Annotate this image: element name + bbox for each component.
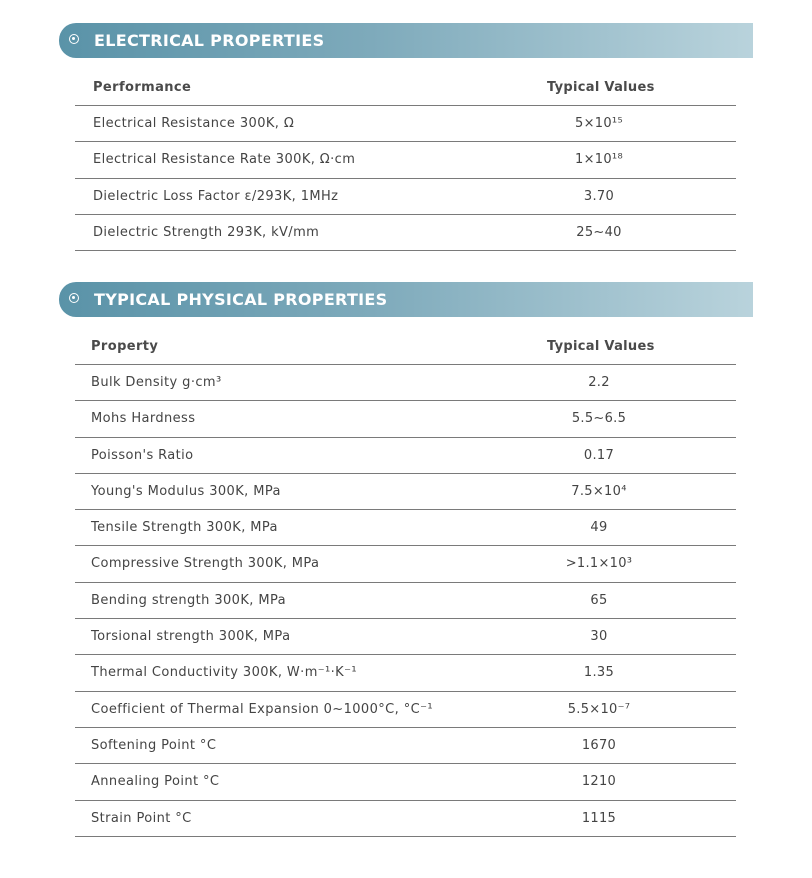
- bullet-circle-icon: [69, 293, 79, 303]
- property-name: Softening Point °C: [91, 737, 217, 753]
- property-value: 49: [590, 520, 608, 536]
- table-row: [75, 583, 736, 619]
- table-row: [75, 215, 736, 251]
- property-value: 1210: [581, 774, 617, 790]
- property-value: 1.35: [583, 665, 615, 681]
- bullet-circle-icon: [69, 34, 79, 44]
- column-header-property: Property: [91, 339, 159, 354]
- column-header-value: Typical Values: [547, 339, 655, 354]
- property-value: 5.5~6.5: [571, 411, 627, 427]
- table-row: [75, 655, 736, 691]
- section-title: ELECTRICAL PROPERTIES: [94, 31, 325, 50]
- table-row: [75, 692, 736, 728]
- section-title: TYPICAL PHYSICAL PROPERTIES: [94, 290, 388, 309]
- property-name: Coefficient of Thermal Expansion 0~1000°C, °C⁻¹: [91, 701, 433, 717]
- property-name: Torsional strength 300K, MPa: [91, 629, 291, 645]
- property-name: Electrical Resistance Rate 300K, Ω·cm: [93, 152, 356, 168]
- property-value: 1670: [581, 737, 617, 753]
- property-value: >1.1×10³: [565, 556, 633, 572]
- electrical-section-header: [59, 23, 753, 58]
- property-value: 65: [590, 592, 608, 608]
- property-value: 1115: [581, 810, 617, 826]
- property-value: 7.5×10⁴: [571, 483, 627, 499]
- physical-properties-table: [75, 329, 736, 837]
- property-name: Bending strength 300K, MPa: [91, 592, 286, 608]
- table-row: [75, 401, 736, 437]
- property-name: Thermal Conductivity 300K, W·m⁻¹·K⁻¹: [91, 665, 357, 681]
- table-row: [75, 764, 736, 800]
- property-value: 0.17: [583, 447, 615, 463]
- table-row: [75, 474, 736, 510]
- column-header-value: Typical Values: [547, 80, 655, 95]
- table-header-row: [75, 70, 736, 106]
- table-row: [75, 365, 736, 401]
- table-row: [75, 179, 736, 215]
- property-value: 5×10¹⁵: [575, 116, 623, 131]
- property-name: Electrical Resistance 300K, Ω: [93, 116, 295, 131]
- table-row: [75, 510, 736, 546]
- property-value: 30: [590, 629, 608, 645]
- table-header-row: [75, 329, 736, 365]
- table-row: [75, 801, 736, 837]
- property-value: 1×10¹⁸: [575, 152, 623, 168]
- property-name: Compressive Strength 300K, MPa: [91, 556, 320, 572]
- property-name: Strain Point °C: [91, 810, 192, 826]
- table-row: [75, 728, 736, 764]
- property-value: 25~40: [576, 224, 622, 240]
- property-name: Young's Modulus 300K, MPa: [91, 483, 281, 499]
- electrical-properties-table: [75, 70, 736, 251]
- property-name: Tensile Strength 300K, MPa: [91, 520, 278, 536]
- property-name: Bulk Density g·cm³: [91, 375, 222, 390]
- table-row: [75, 106, 736, 142]
- table-row: [75, 438, 736, 474]
- property-name: Poisson's Ratio: [91, 447, 194, 463]
- column-header-property: Performance: [93, 80, 192, 95]
- property-name: Dielectric Strength 293K, kV/mm: [93, 224, 320, 240]
- property-name: Mohs Hardness: [91, 411, 196, 427]
- physical-section-header: [59, 282, 753, 317]
- table-row: [75, 546, 736, 582]
- property-value: 5.5×10⁻⁷: [567, 701, 631, 717]
- property-value: 2.2: [588, 375, 610, 390]
- property-name: Dielectric Loss Factor ε/293K, 1MHz: [93, 188, 339, 204]
- property-name: Annealing Point °C: [91, 774, 220, 790]
- property-value: 3.70: [583, 188, 615, 204]
- table-row: [75, 142, 736, 178]
- table-row: [75, 619, 736, 655]
